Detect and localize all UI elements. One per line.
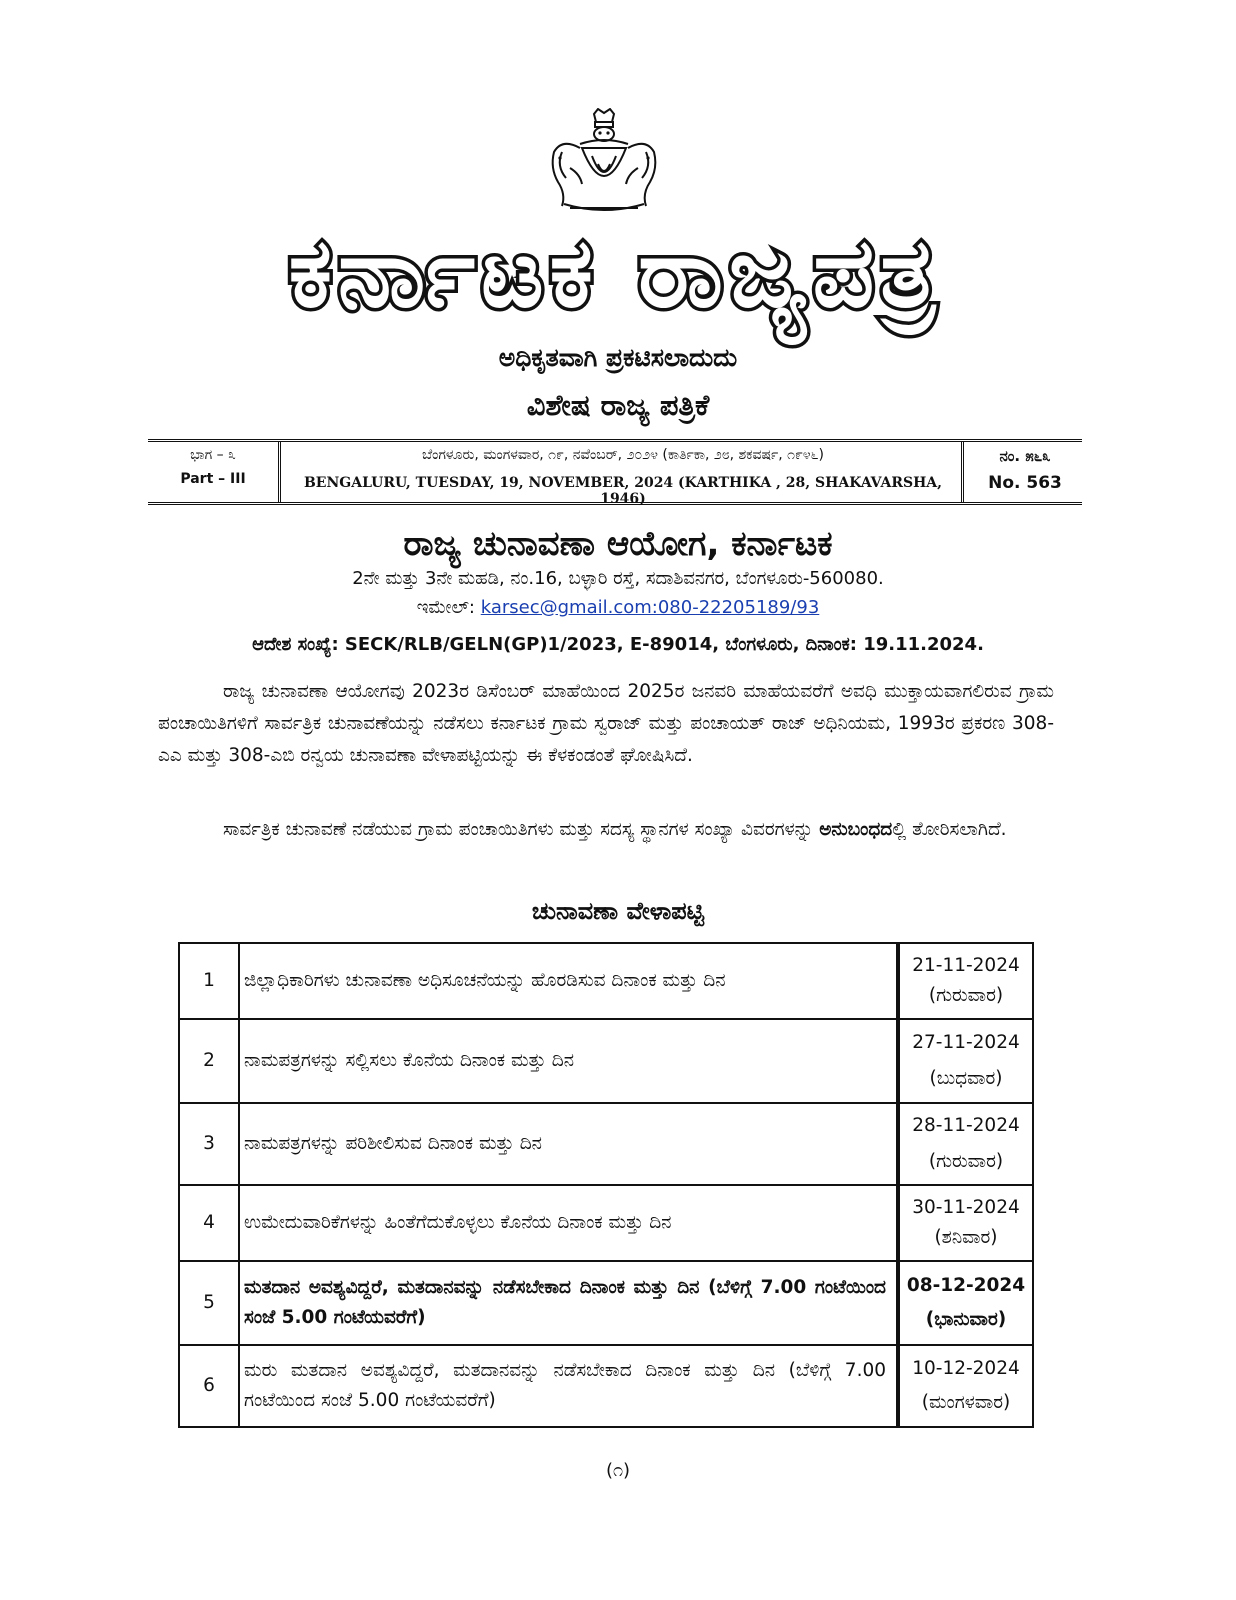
table-row [179,1019,1033,1103]
state-emblem-icon [540,108,668,216]
row-number: 3 [179,1103,239,1185]
email-label: ಇಮೇಲ್: [416,597,481,618]
row-number: 4 [179,1185,239,1261]
day-value: (ಭಾನುವಾರ) [925,1309,1007,1330]
table-row [179,1185,1033,1261]
row-date [898,1185,1033,1261]
intro-paragraph: ರಾಜ್ಯ ಚುನಾವಣಾ ಆಯೋಗವು 2023ರ ಡಿಸೆಂಬರ್ ಮಾಹೆಯಿಂದ 2025ರ ಜನವರಿ ಮಾಹೆಯವರೆಗೆ ಅವಧಿ ಮುಕ್ತಾಯವಾಗಲಿರುವ ಗ್ರಾಮ ಪಂಚಾಯಿತಿಗಳಿಗೆ ಸಾರ್ವತ್ರಿಕ ಚುನಾವಣೆಯನ್ನು ನಡೆಸಲು ಕರ್ನಾಟಕ ಗ್ರಾಮ ಸ್ವರಾಜ್ ಮತ್ತು ಪಂಚಾಯತ್ ರಾಜ್ ಅಧಿನಿಯಮ, 1993ರ ಪ್ರಕರಣ 308-ಎಎ ಮತ್ತು 308-ಎಬಿ ರನ್ವಯ ಚುನಾವಣಾ ವೇಳಾಪಟ್ಟಿಯನ್ನು ಈ ಕೆಳಕಂಡಂತೆ ಘೋಷಿಸಿದೆ. [158,681,1054,766]
number-cell [968,442,1082,502]
commission-address: 2ನೇ ಮತ್ತು 3ನೇ ಮಹಡಿ, ನಂ.16, ಬಳ್ಳಾರಿ ರಸ್ತೆ, ಸದಾಶಿವನಗರ, ಬೆಂಗಳೂರು-560080. [352,568,884,589]
gazette-info-bar [148,439,1082,505]
row-number: 2 [179,1019,239,1103]
annexure-text-c: ಲ್ಲಿ ತೋರಿಸಲಾಗಿದೆ. [892,819,1007,840]
number-kannada: ನಂ. ೫೬೩ [999,447,1051,465]
row-number: 5 [179,1261,239,1345]
table-row [179,943,1033,1019]
number-english: No. 563 [988,473,1062,493]
row-date [898,943,1033,1019]
commission-heading: ರಾಜ್ಯ ಚುನಾವಣಾ ಆಯೋಗ, ಕರ್ನಾಟಕ [403,524,833,564]
date-english: BENGALURU, TUESDAY, 19, NOVEMBER, 2024 (KARTHIKA , 28, SHAKAVARSHA, 1946) [303,475,943,507]
row-description: ಮತದಾನ ಅವಶ್ಯವಿದ್ದರೆ, ಮತದಾನವನ್ನು ನಡೆಸಬೇಕಾದ ದಿನಾಂಕ ಮತ್ತು ದಿನ (ಬೆಳಿಗ್ಗೆ 7.00 ಗಂಟೆಯಿಂದ ಸಂಜೆ 5.00 ಗಂಟೆಯವರೆಗೆ) [239,1261,898,1345]
annexure-text-a: ಸಾರ್ವತ್ರಿಕ ಚುನಾವಣೆ ನಡೆಯುವ ಗ್ರಾಮ ಪಂಚಾಯಿತಿಗಳು ಮತ್ತು ಸದಸ್ಯ ಸ್ಥಾನಗಳ ಸಂಖ್ಯಾ ವಿವರಗಳನ್ನು [223,819,820,840]
day-value: (ಬುಧವಾರ) [929,1068,1003,1089]
day-value: (ಮಂಗಳವಾರ) [921,1392,1011,1413]
table-row [179,1261,1033,1345]
date-value: 08-12-2024 [906,1275,1026,1296]
date-value: 27-11-2024 [912,1032,1020,1053]
part-english: Part – III [180,471,246,487]
day-value: (ಗುರುವಾರ) [928,985,1004,1006]
row-date [898,1103,1033,1185]
row-description: ಉಮೇದುವಾರಿಕೆಗಳನ್ನು ಹಿಂತೆಗೆದುಕೊಳ್ಳಲು ಕೊನೆಯ ದಿನಾಂಕ ಮತ್ತು ದಿನ [239,1185,898,1261]
page-number: (೧) [605,1460,631,1481]
masthead-subtitle: ಅಧಿಕೃತವಾಗಿ ಪ್ರಕಟಿಸಲಾದುದು [498,343,738,372]
row-number: 6 [179,1345,239,1427]
schedule-title: ಚುನಾವಣಾ ವೇಳಾಪಟ್ಟಿ [531,897,705,925]
row-date [898,1345,1033,1427]
row-number: 1 [179,943,239,1019]
email-link[interactable]: karsec@gmail.com:080-22205189/93 [480,597,820,618]
order-number: ಆದೇಶ ಸಂಖ್ಯೆ: SECK/RLB/GELN(GP)1/2023, E-89014, ಬೆಂಗಳೂರು, ದಿನಾಂಕ: 19.11.2024. [252,634,984,655]
gazette-masthead-title: ಕರ್ನಾಟಕ ರಾಜ್ಯಪತ್ರ [288,217,942,329]
row-description: ನಾಮಪತ್ರಗಳನ್ನು ಪರಿಶೀಲಿಸುವ ದಿನಾಂಕ ಮತ್ತು ದಿನ [239,1103,898,1185]
annexure-text-bold: ಅನುಬಂಧದ [819,819,893,840]
row-date [898,1261,1033,1345]
annexure-paragraph [158,814,1054,846]
date-cell [285,442,964,507]
row-date [898,1019,1033,1103]
date-value: 28-11-2024 [912,1115,1020,1136]
date-value: 30-11-2024 [912,1197,1020,1218]
date-value: 10-12-2024 [912,1358,1020,1379]
table-row [179,1345,1033,1427]
masthead-subtitle-2: ವಿಶೇಷ ರಾಜ್ಯ ಪತ್ರಿಕೆ [526,388,710,422]
part-cell [148,442,281,502]
row-description: ನಾಮಪತ್ರಗಳನ್ನು ಸಲ್ಲಿಸಲು ಕೊನೆಯ ದಿನಾಂಕ ಮತ್ತು ದಿನ [239,1019,898,1103]
row-description: ಮರು ಮತದಾನ ಅವಶ್ಯವಿದ್ದರೆ, ಮತದಾನವನ್ನು ನಡೆಸಬೇಕಾದ ದಿನಾಂಕ ಮತ್ತು ದಿನ (ಬೆಳಿಗ್ಗೆ 7.00 ಗಂಟೆಯಿಂದ ಸಂಜೆ 5.00 ಗಂಟೆಯವರೆಗೆ) [239,1345,898,1427]
part-kannada: ಭಾಗ – ೩ [190,447,236,463]
commission-contact [0,597,1236,618]
election-schedule-table [178,942,1034,1428]
date-value: 21-11-2024 [912,955,1020,976]
table-row [179,1103,1033,1185]
day-value: (ಶನಿವಾರ) [934,1227,998,1248]
date-kannada: ಬೆಂಗಳೂರು, ಮಂಗಳವಾರ, ೧೯, ನವೆಂಬರ್, ೨೦೨೪ (ಕಾರ್ತಿಕಾ, ೨೮, ಶಕವರ್ಷ, ೧೯೪೬) [422,447,824,463]
row-description: ಜಿಲ್ಲಾಧಿಕಾರಿಗಳು ಚುನಾವಣಾ ಅಧಿಸೂಚನೆಯನ್ನು ಹೊರಡಿಸುವ ದಿನಾಂಕ ಮತ್ತು ದಿನ [239,943,898,1019]
day-value: (ಗುರುವಾರ) [928,1151,1004,1172]
